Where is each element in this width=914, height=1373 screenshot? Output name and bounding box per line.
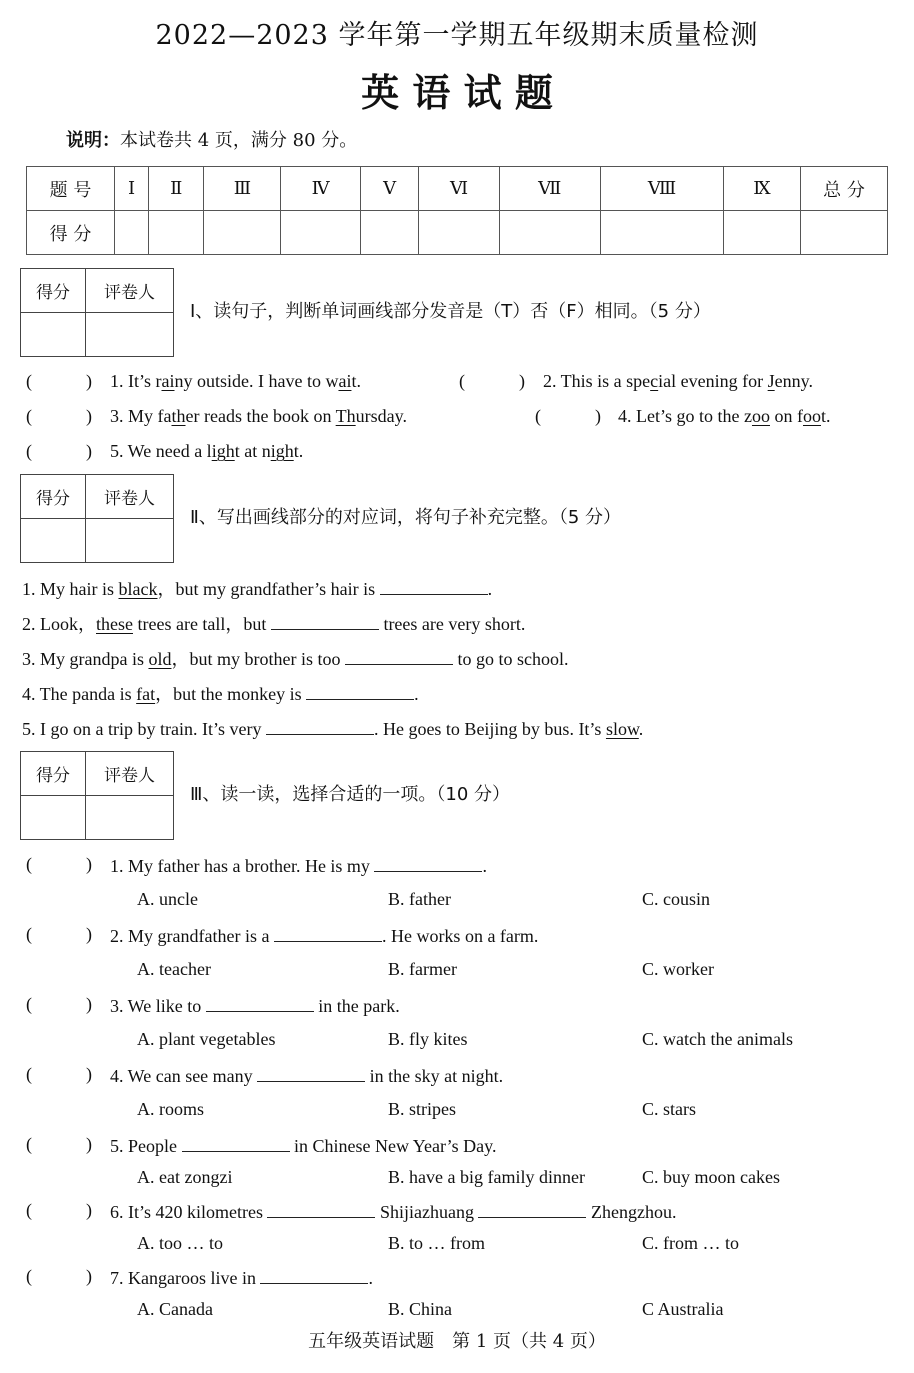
s3-q6-option-b[interactable]: B. to … from [388, 1233, 485, 1253]
grader-name-cell[interactable] [86, 313, 174, 357]
s3-q2-paren[interactable]: ( ) [26, 924, 92, 944]
s3-q7-option-b[interactable]: B. China [388, 1299, 453, 1319]
grader-name-cell[interactable] [86, 519, 174, 563]
header-cell: Ⅳ [281, 167, 361, 211]
s3-q3-paren[interactable]: ( ) [26, 994, 92, 1014]
section3-heading: Ⅲ、读一读，选择合适的一项。（10 分） [190, 784, 511, 805]
s3-q4-option-c[interactable]: C. stars [642, 1099, 696, 1119]
section2-heading: Ⅱ、写出画线部分的对应词，将句子补充完整。（5 分） [190, 507, 622, 528]
s1-q3: 3. My father reads the book on Thursday. [110, 406, 407, 426]
s3-q1-paren[interactable]: ( ) [26, 854, 92, 874]
score-cell[interactable] [204, 211, 281, 255]
answer-blank[interactable] [380, 576, 488, 595]
answer-blank[interactable] [182, 1133, 290, 1152]
s2-q3: 3. My grandpa is old，but my brother is too to go to school. [22, 646, 569, 670]
exam-note [66, 130, 357, 152]
header-cell: 题 号 [27, 167, 115, 211]
grader-label: 评卷人 [86, 475, 174, 519]
s3-q5-option-b[interactable]: B. have a big family dinner [388, 1167, 585, 1187]
header-cell: Ⅵ [419, 167, 499, 211]
s1-q2: 2. This is a special evening for Jenny. [543, 371, 813, 391]
s3-q2-option-a[interactable]: A. teacher [137, 959, 211, 979]
s2-q1: 1. My hair is black，but my grandfather’s hair is . [22, 576, 492, 600]
s3-q7: 7. Kangaroos live in . [110, 1265, 373, 1289]
answer-blank[interactable] [267, 1199, 375, 1218]
s3-q6-paren[interactable]: ( ) [26, 1200, 92, 1220]
s3-q1-option-c[interactable]: C. cousin [642, 889, 711, 909]
header-cell: Ⅱ [149, 167, 204, 211]
exam-title: 2022—2023 学年第一学期五年级期末质量检测 [155, 20, 759, 51]
answer-blank[interactable] [374, 853, 482, 872]
s3-q5-option-c[interactable]: C. buy moon cakes [642, 1167, 780, 1187]
s3-q5: 5. People in Chinese New Year’s Day. [110, 1133, 496, 1157]
s3-q7-paren[interactable]: ( ) [26, 1266, 92, 1286]
s3-q7-option-c[interactable]: C Australia [642, 1299, 724, 1319]
score-cell[interactable] [723, 211, 800, 255]
s3-q4-option-b[interactable]: B. stripes [388, 1099, 457, 1119]
header-cell: Ⅰ [115, 167, 149, 211]
s1-q3-paren[interactable]: ( ) [26, 406, 92, 426]
s3-q2-option-b[interactable]: B. farmer [388, 959, 457, 979]
grader-label: 评卷人 [86, 752, 174, 796]
header-cell: Ⅷ [601, 167, 724, 211]
note-label: 说明： [66, 130, 120, 151]
s2-q5: 5. I go on a trip by train. It’s very . He goes to Beijing by bus. It’s slow. [22, 716, 643, 740]
s1-q1: 1. It’s rainy outside. I have to wait. [110, 371, 361, 391]
score-cell[interactable] [360, 211, 419, 255]
s3-q6: 6. It’s 420 kilometres Shijiazhuang Zhengzhou. [110, 1199, 676, 1223]
s1-q4-paren[interactable]: ( ) [535, 406, 601, 426]
answer-blank[interactable] [260, 1265, 368, 1284]
page-footer: 五年级英语试题 第 1 页（共 4 页） [308, 1331, 606, 1352]
s3-q3-option-c[interactable]: C. watch the animals [642, 1029, 793, 1049]
grader-score-cell[interactable] [21, 519, 86, 563]
s3-q1-option-a[interactable]: A. uncle [137, 889, 198, 909]
s2-q4: 4. The panda is fat，but the monkey is . [22, 681, 419, 705]
s3-q7-option-a[interactable]: A. Canada [137, 1299, 213, 1319]
s1-q2-paren[interactable]: ( ) [459, 371, 525, 391]
grader-score-label: 得分 [21, 269, 86, 313]
score-cell[interactable] [419, 211, 499, 255]
score-cell[interactable] [601, 211, 724, 255]
s3-q5-option-a[interactable]: A. eat zongzi [137, 1167, 233, 1187]
answer-blank[interactable] [274, 923, 382, 942]
score-table [26, 166, 888, 255]
grader-name-cell[interactable] [86, 796, 174, 840]
row-label: 得 分 [27, 211, 115, 255]
s3-q2-option-c[interactable]: C. worker [642, 959, 714, 979]
grader-box-1 [20, 268, 174, 357]
s3-q6-option-c[interactable]: C. from … to [642, 1233, 739, 1253]
answer-blank[interactable] [345, 646, 453, 665]
grader-score-cell[interactable] [21, 796, 86, 840]
s3-q4-option-a[interactable]: A. rooms [137, 1099, 204, 1119]
section1-heading: Ⅰ、读句子，判断单词画线部分发音是（T）否（F）相同。（5 分） [190, 301, 711, 322]
s1-q1-paren[interactable]: ( ) [26, 371, 92, 391]
score-cell[interactable] [499, 211, 601, 255]
grader-label: 评卷人 [86, 269, 174, 313]
header-cell: Ⅶ [499, 167, 601, 211]
s3-q6-option-a[interactable]: A. too … to [137, 1233, 224, 1253]
answer-blank[interactable] [206, 993, 314, 1012]
answer-blank[interactable] [266, 716, 374, 735]
score-cell[interactable] [149, 211, 204, 255]
score-cell[interactable] [281, 211, 361, 255]
s1-q5-paren[interactable]: ( ) [26, 441, 92, 461]
score-cell[interactable] [115, 211, 149, 255]
answer-blank[interactable] [257, 1063, 365, 1082]
s3-q1-option-b[interactable]: B. father [388, 889, 451, 909]
grader-score-cell[interactable] [21, 313, 86, 357]
answer-blank[interactable] [306, 681, 414, 700]
s3-q1: 1. My father has a brother. He is my . [110, 853, 487, 877]
answer-blank[interactable] [271, 611, 379, 630]
header-cell: 总 分 [801, 167, 888, 211]
header-cell: Ⅴ [360, 167, 419, 211]
grader-box-2 [20, 474, 174, 563]
s1-q4: 4. Let’s go to the zoo on foot. [618, 406, 831, 426]
grader-score-label: 得分 [21, 475, 86, 519]
header-cell: Ⅲ [204, 167, 281, 211]
s3-q3: 3. We like to in the park. [110, 993, 400, 1017]
s1-q5: 5. We need a light at night. [110, 441, 304, 461]
s3-q4-paren[interactable]: ( ) [26, 1064, 92, 1084]
s3-q3-option-b[interactable]: B. fly kites [388, 1029, 468, 1049]
s2-q2: 2. Look，these trees are tall，but trees are very short. [22, 611, 525, 635]
note-text: 本试卷共 4 页，满分 80 分。 [120, 130, 358, 151]
exam-subtitle: 英 语 试 题 [361, 71, 553, 115]
s3-q2: 2. My grandfather is a . He works on a farm. [110, 923, 538, 947]
s3-q3-option-a[interactable]: A. plant vegetables [137, 1029, 276, 1049]
grader-box-3 [20, 751, 174, 840]
grader-score-label: 得分 [21, 752, 86, 796]
header-cell: Ⅸ [723, 167, 800, 211]
score-cell[interactable] [801, 211, 888, 255]
answer-blank[interactable] [478, 1199, 586, 1218]
s3-q5-paren[interactable]: ( ) [26, 1134, 92, 1154]
s3-q4: 4. We can see many in the sky at night. [110, 1063, 503, 1087]
